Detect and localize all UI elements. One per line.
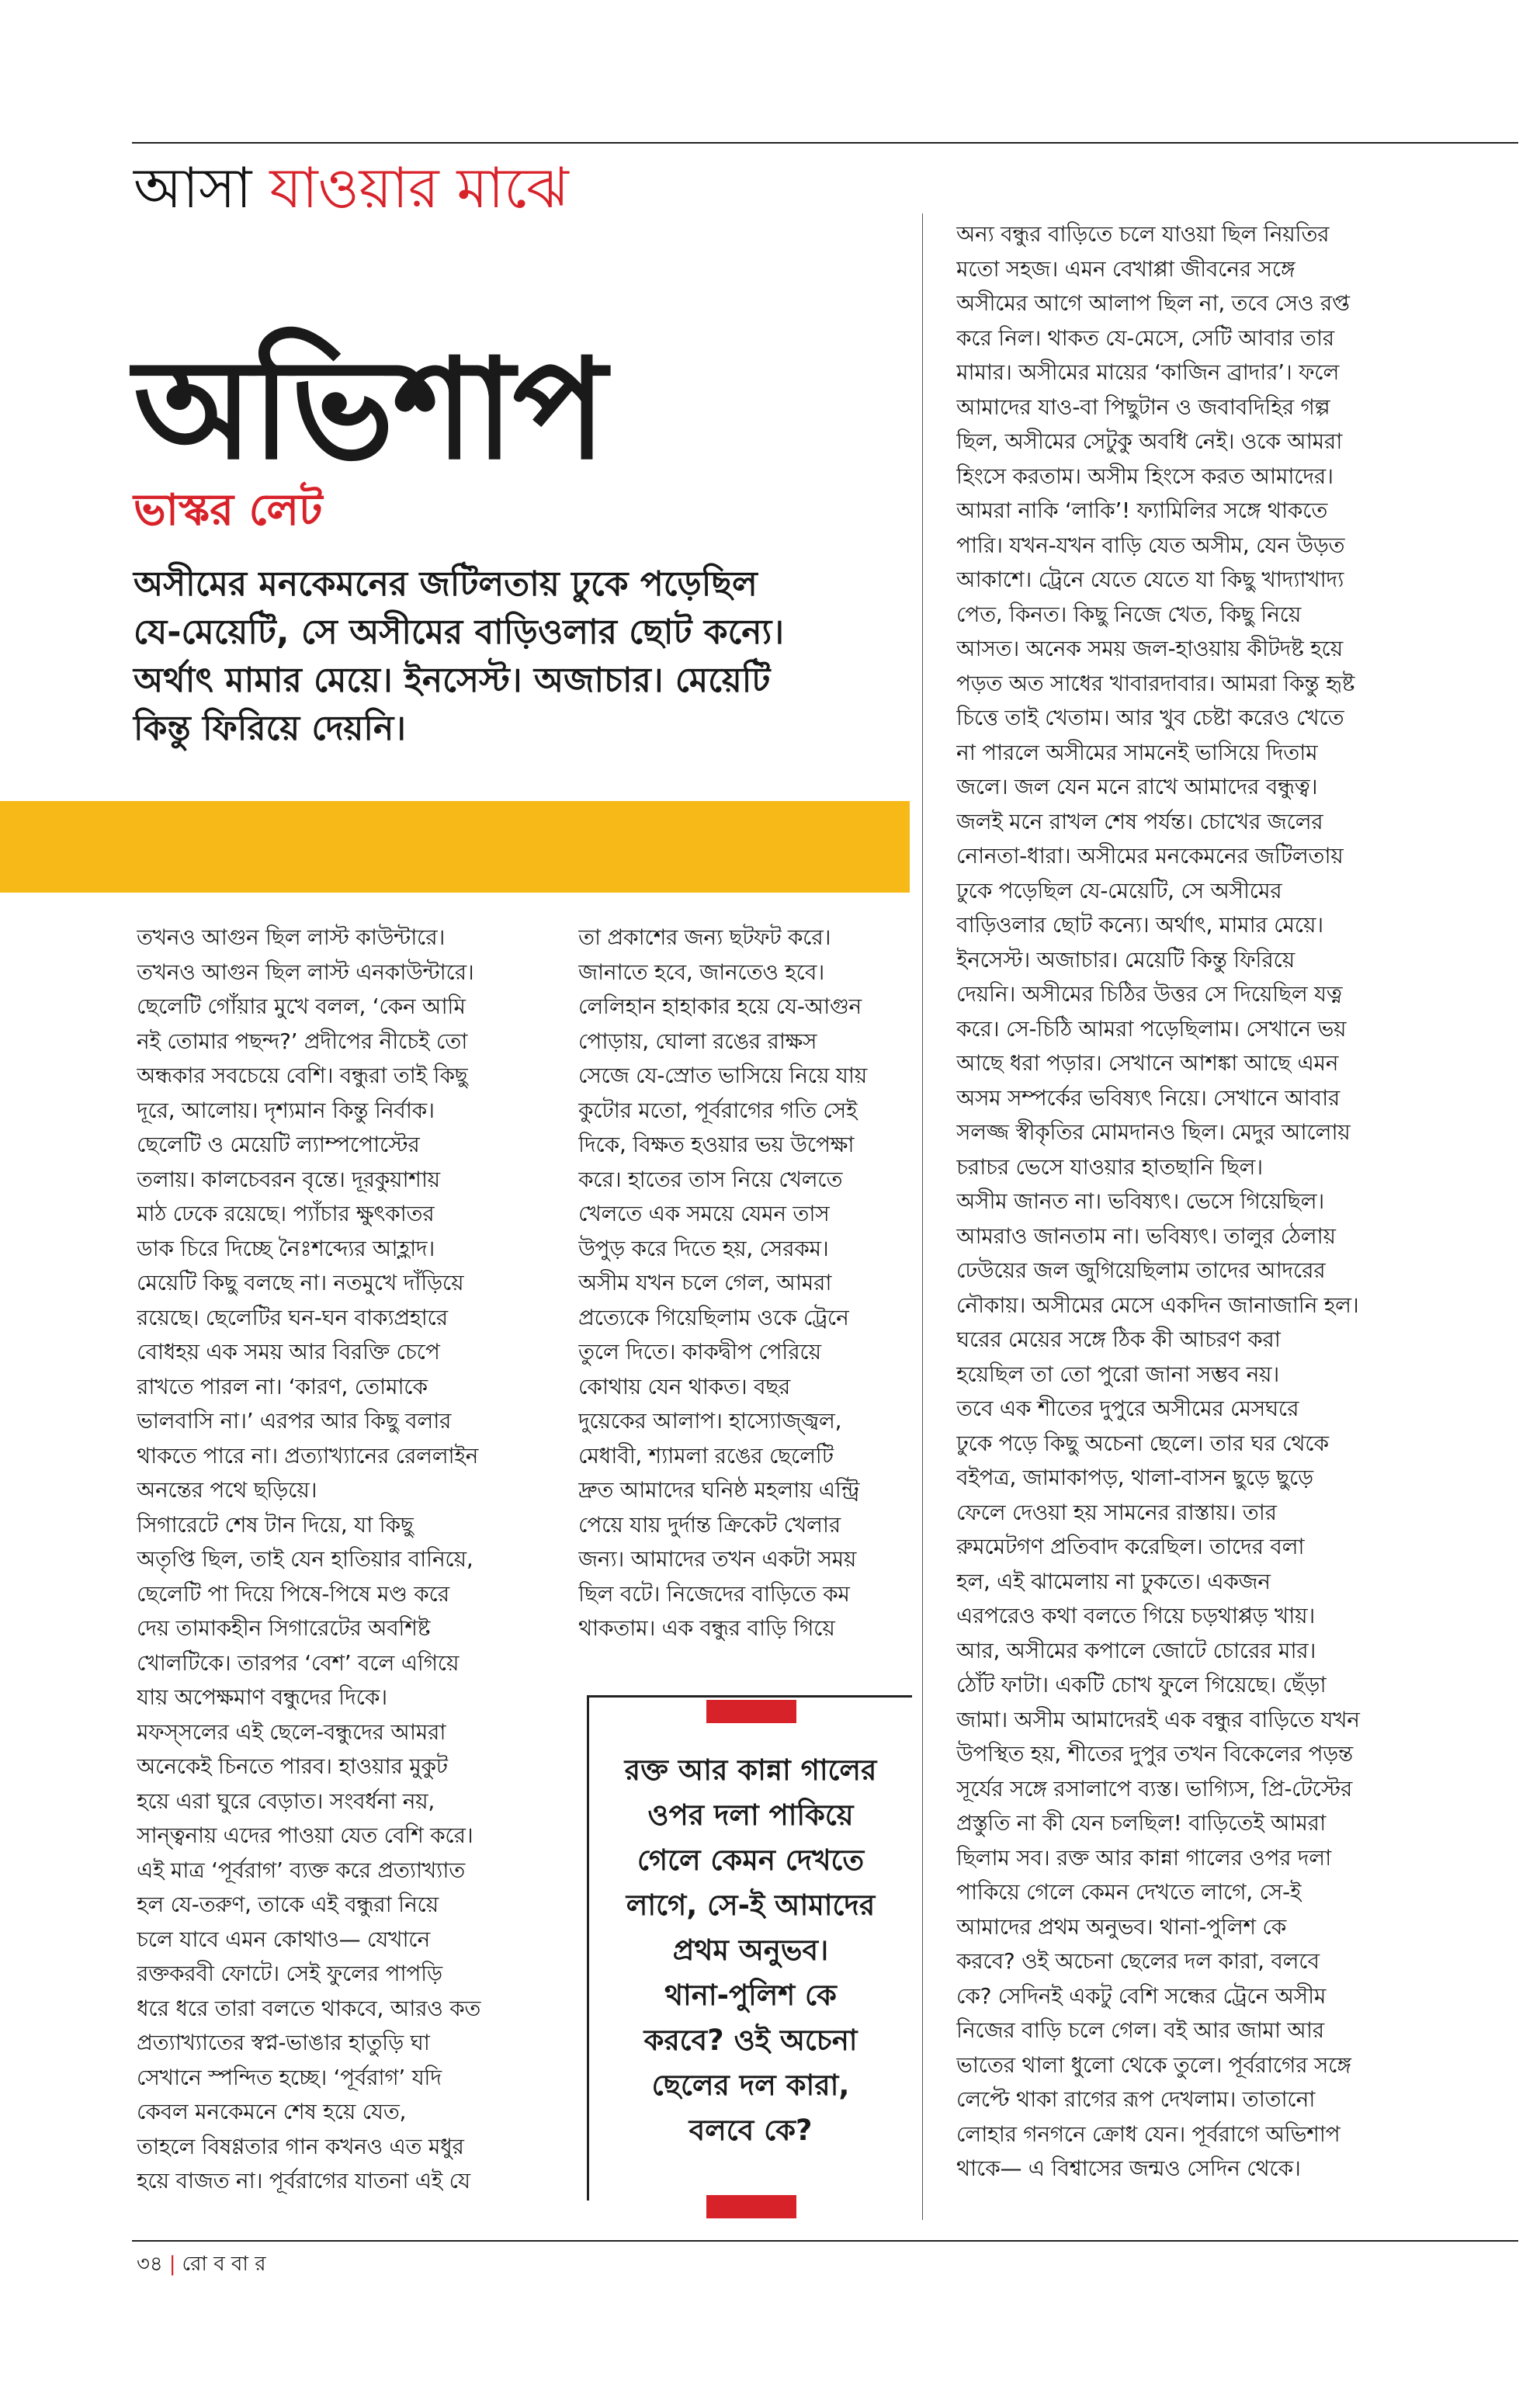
text-line: থাকতাম। এক বন্ধুর বাড়ি গিয়ে	[578, 1615, 835, 1641]
text-line: থাকতে পারে না। প্রত্যাখ্যানের রেললাইন	[137, 1442, 479, 1469]
text-line: নোনতা-ধারা। অসীমের মনকেমনের জটিলতায়	[956, 843, 1344, 869]
pull-quote-line: বলবে কে?	[688, 2114, 813, 2147]
text-line: আমাদের যাও-বা পিছুটান ও জবাবদিহির গল্প	[956, 394, 1330, 420]
text-line: ছেলেটি পা দিয়ে পিষে-পিষে মণ্ড করে	[137, 1580, 449, 1607]
text-line: কে? সেদিনই একটু বেশি সন্ধের ট্রেনে অসীম	[956, 1982, 1327, 2009]
text-line: ঢুকে পড়েছিল যে-মেয়েটি, সে অসীমের	[956, 877, 1282, 903]
text-line: রাখতে পারল না। ‘কারণ, তোমাকে	[137, 1373, 428, 1399]
text-line: করে। হাতের তাস নিয়ে খেলতে	[578, 1166, 843, 1192]
text-line: প্রত্যাখ্যাতের স্বপ্ন-ভাঙার হাতুড়ি ঘা	[137, 2030, 430, 2055]
text-line: করে নিল। থাকত যে-মেসে, সেটি আবার তার	[956, 324, 1334, 351]
pull-quote-line: করবে? ওই অচেনা	[643, 2024, 858, 2057]
text-line: ধরে ধরে তারা বলতে থাকবে, আরও কত	[137, 1995, 481, 2021]
text-line: সেখানে স্পন্দিত হচ্ছে। ‘পূর্বরাগ’ যদি	[137, 2064, 442, 2090]
text-line: ভালবাসি না।’ এরপর আর কিছু বলার	[137, 1408, 452, 1434]
text-line: মেয়েটি কিছু বলছে না। নতমুখে দাঁড়িয়ে	[137, 1270, 464, 1295]
text-line: আছে ধরা পড়ার। সেখানে আশঙ্কা আছে এমন	[956, 1050, 1339, 1076]
intro-line: অর্থাৎ মামার মেয়ে। ইনসেস্ট। অজাচার। মেয়েটি	[134, 661, 771, 700]
text-line: বোধহয় এক সময় আর বিরক্তি চেপে	[137, 1339, 440, 1365]
text-line: বইপত্র, জামাকাপড়, থালা-বাসন ছুড়ে ছুড়ে	[956, 1465, 1313, 1490]
text-line: লেলিহান হাহাকার হয়ে যে-আগুন	[578, 994, 862, 1019]
text-line: আকাশে। ট্রেনে যেতে যেতে যা কিছু খাদ্যাখাদ্য	[956, 567, 1344, 592]
text-line: ছিল, অসীমের সেটুকু অবধি নেই। ওকে আমরা	[956, 428, 1343, 454]
text-line: ইনসেস্ট। অজাচার। মেয়েটি কিন্তু ফিরিয়ে	[956, 946, 1295, 973]
text-line: প্রত্যেকে গিয়েছিলাম ওকে ট্রেনে	[578, 1304, 849, 1330]
text-line: অসীম জানত না। ভবিষ্যৎ। ভেসে গিয়েছিল।	[956, 1188, 1324, 1214]
intro-standfirst	[134, 560, 902, 753]
text-line: এই মাত্র ‘পূর্বরাগ’ ব্যক্ত করে প্রত্যাখ্যাত	[137, 1857, 465, 1883]
text-line: হয়ে বাজত না। পূর্বরাগের যাতনা এই যে	[137, 2168, 470, 2194]
text-line: ঢেউয়ের জল জুগিয়েছিলাম তাদের আদরের	[956, 1257, 1326, 1283]
text-line: না পারলে অসীমের সামনেই ভাসিয়ে দিতাম	[956, 739, 1318, 765]
section-kicker	[134, 155, 569, 220]
intro-line: কিন্তু ফিরিয়ে দেয়নি।	[134, 709, 406, 748]
text-line: রয়েছে। ছেলেটির ঘন-ঘন বাক্যপ্রহারে	[137, 1304, 448, 1330]
pull-quote-line: লাগে, সে-ই আমাদের	[626, 1888, 876, 1922]
text-line: ঘরের মেয়ের সঙ্গে ঠিক কী আচরণ করা	[956, 1327, 1281, 1352]
text-line: পেয়ে যায় দুর্দান্ত ক্রিকেট খেলার	[578, 1511, 841, 1538]
bottom-rule	[132, 2240, 1518, 2242]
kicker-part-2: যাওয়ার মাঝে	[269, 155, 569, 220]
pull-quote-bottom-bar	[706, 2195, 796, 2218]
text-line: নই তোমার পছন্দ?’ প্রদীপের নীচেই তো	[137, 1028, 468, 1054]
text-line: জামা। অসীম আমাদেরই এক বন্ধুর বাড়িতে যখন	[956, 1706, 1360, 1732]
text-line: দূরে, আলোয়। দৃশ্যমান কিন্তু নির্বাক।	[137, 1097, 435, 1123]
decorative-yellow-band	[0, 801, 910, 893]
text-line: তাহলে বিষণ্ণতার গান কখনও এত মধুর	[137, 2133, 464, 2159]
text-line: সান্ত্বনায় এদের পাওয়া যেত বেশি করে।	[137, 1822, 473, 1848]
text-line: খোলটিকে। তারপর ‘বেশ’ বলে এগিয়ে	[137, 1649, 460, 1676]
text-line: হল, এই ঝামেলায় না ঢুকতে। একজন	[956, 1568, 1271, 1594]
text-line: ছিল বটে। নিজেদের বাড়িতে কম	[578, 1580, 850, 1607]
text-line: সূর্যের সঙ্গে রসালাপে ব্যস্ত। ভাগ্যিস, প্রি-টেস্টের	[956, 1775, 1352, 1802]
intro-line: যে-মেয়েটি, সে অসীমের বাড়িওলার ছোট কন্যে।	[134, 612, 785, 652]
text-line: পাকিয়ে গেলে কেমন দেখতে লাগে, সে-ই	[956, 1879, 1302, 1905]
text-line: পোড়ায়, ঘোলা রঙের রাক্ষস	[578, 1028, 817, 1054]
text-line: জলে। জল যেন মনে রাখে আমাদের বন্ধুত্ব।	[956, 774, 1318, 799]
pull-quote-line: থানা-পুলিশ কে	[664, 1979, 837, 2012]
text-line: রুমমেটগণ প্রতিবাদ করেছিল। তাদের বলা	[956, 1534, 1305, 1559]
text-line: দুয়েকের আলাপ। হাস্যোজ্জ্বল,	[578, 1408, 842, 1434]
text-line: প্রস্তুতি না কী যেন চলছিল! বাড়িতেই আমরা	[956, 1810, 1326, 1836]
text-line: তবে এক শীতের দুপুরে অসীমের মেসঘরে	[956, 1396, 1299, 1421]
page-number: ৩৪	[137, 2253, 163, 2276]
text-line: অসম সম্পর্কের ভবিষ্যৎ নিয়ে। সেখানে আবার	[956, 1084, 1341, 1111]
text-line: অসীমের আগে আলাপ ছিল না, তবে সেও রপ্ত	[956, 290, 1350, 316]
text-line: জলই মনে রাখল শেষ পর্যন্ত। চোখের জলের	[956, 808, 1323, 834]
text-line: তুলে দিতে। কাকদ্বীপ পেরিয়ে	[578, 1339, 821, 1365]
text-line: সলজ্জ স্বীকৃতির মোমদানও ছিল। মেদুর আলোয়	[956, 1119, 1351, 1145]
text-line: অনন্তের পথে ছড়িয়ে।	[137, 1477, 317, 1503]
text-line: কুটোর মতো, পূর্বরাগের গতি সেই	[578, 1097, 858, 1123]
text-line: কোথায় যেন থাকত। বছর	[578, 1373, 791, 1399]
text-line: চরাচর ভেসে যাওয়ার হাতছানি ছিল।	[956, 1153, 1263, 1180]
page-footer	[137, 2248, 266, 2282]
text-line: নৌকায়। অসীমের মেসে একদিন জানাজানি হল।	[956, 1292, 1359, 1318]
text-line: আসত। অনেক সময় জল-হাওয়ায় কীটদষ্ট হয়ে	[956, 636, 1343, 661]
text-line: পেত, কিনত। কিছু নিজে খেত, কিছু নিয়ে	[956, 601, 1302, 627]
pull-quote-line: ছেলের দল কারা,	[651, 2069, 850, 2102]
text-line: যায় অপেক্ষমাণ বন্ধুদের দিকে।	[137, 1684, 387, 1710]
text-line: জানাতে হবে, জানতেও হবে।	[578, 959, 824, 985]
body-column-3	[956, 217, 1453, 2187]
text-line: ছেলেটি ও মেয়েটি ল্যাম্পপোস্টের	[137, 1132, 420, 1157]
text-line: করে। সে-চিঠি আমরা পড়েছিলাম। সেখানে ভয়	[956, 1015, 1347, 1042]
text-line: ঠোঁট ফাটা। একটি চোখ ফুলে গিয়েছে। ছেঁড়া	[956, 1672, 1327, 1698]
text-line: থাকে— এ বিশ্বাসের জন্মও সেদিন থেকে।	[956, 2155, 1301, 2181]
magazine-name: রো ব বা র	[182, 2253, 266, 2276]
text-line: কেবল মনকেমনে শেষ হয়ে যেত,	[137, 2099, 407, 2124]
body-column-1	[137, 921, 540, 2199]
pull-quote-line: রক্ত আর কান্না গালের	[624, 1753, 877, 1787]
text-line: আর, অসীমের কপালে জোটে চোরের মার।	[956, 1637, 1316, 1663]
author-byline: ভাস্কর লেট	[134, 485, 323, 536]
pull-quote-line: গেলে কেমন দেখতে	[636, 1843, 865, 1877]
text-line: এরপরেও কথা বলতে গিয়ে চড়থাপ্পড় খায়।	[956, 1603, 1315, 1628]
pull-quote-line: ওপর দলা পাকিয়ে	[647, 1798, 854, 1832]
article-headline: অভিশাপ	[134, 328, 605, 490]
text-line: পারি। যখন-যখন বাড়ি যেত অসীম, যেন উড়ত	[956, 532, 1345, 558]
text-line: হল যে-তরুণ, তাকে এই বন্ধুরা নিয়ে	[137, 1892, 439, 1917]
text-line: হিংসে করতাম। অসীম হিংসে করত আমাদের।	[956, 463, 1334, 489]
text-line: মেধাবী, শ্যামলা রঙের ছেলেটি	[578, 1442, 834, 1469]
body-column-2	[578, 921, 904, 1646]
text-line: মাঠ ঢেকে রয়েছে। প্যাঁচার ক্ষুৎকাতর	[137, 1201, 435, 1226]
text-line: চিত্তে তাই খেতাম। আর খুব চেষ্টা করেও খেতে	[956, 705, 1344, 730]
text-line: চলে যাবে এমন কোথাও— যেখানে	[137, 1926, 430, 1952]
text-line: উপস্থিত হয়, শীতের দুপুর তখন বিকেলের পড়ন্ত	[956, 1741, 1353, 1767]
intro-line: অসীমের মনকেমনের জটিলতায় ঢুকে পড়েছিল	[134, 564, 758, 604]
text-line: ফেলে দেওয়া হয় সামনের রাস্তায়। তার	[956, 1499, 1277, 1525]
footer-separator: |	[168, 2253, 176, 2276]
column-divider	[922, 213, 923, 2220]
text-line: দিকে, বিক্ষত হওয়ার ভয় উপেক্ষা	[578, 1132, 855, 1157]
top-rule	[132, 142, 1518, 144]
text-line: লোহার গনগনে ক্রোধ যেন। পূর্বরাগে অভিশাপ	[956, 2121, 1341, 2147]
text-line: দেয়নি। অসীমের চিঠির উত্তর সে দিয়েছিল যত্ন	[956, 981, 1343, 1007]
text-line: অসীম যখন চলে গেল, আমরা	[578, 1270, 832, 1295]
text-line: তা প্রকাশের জন্য ছটফট করে।	[578, 924, 831, 950]
text-line: তলায়। কালচেবরন বৃন্তে। দূরকুয়াশায়	[137, 1166, 440, 1192]
text-line: জন্য। আমাদের তখন একটা সময়	[578, 1546, 857, 1572]
text-line: উপুড় করে দিতে হয়, সেরকম।	[578, 1235, 829, 1261]
text-line: অন্ধকার সবচেয়ে বেশি। বন্ধুরা তাই কিছু	[137, 1063, 468, 1088]
text-line: অন্য বন্ধুর বাড়িতে চলে যাওয়া ছিল নিয়তির	[956, 221, 1330, 247]
kicker-part-1: আসা	[134, 155, 270, 220]
text-line: দ্রুত আমাদের ঘনিষ্ঠ মহলায় এন্ট্রি	[578, 1477, 860, 1503]
text-line: মতো সহজ। এমন বেখাপ্পা জীবনের সঙ্গে	[956, 255, 1295, 282]
text-line: ছিলাম সব। রক্ত আর কান্না গালের ওপর দলা	[956, 1844, 1331, 1871]
text-line: তখনও আগুন ছিল লাস্ট এনকাউন্টারে।	[137, 959, 474, 985]
text-line: হয়ে এরা ঘুরে বেড়াত। সংবর্ধনা নয়,	[137, 1788, 435, 1814]
text-line: রক্তকরবী ফোটে। সেই ফুলের পাপড়ি	[137, 1961, 442, 1986]
text-line: সেজে যে-স্রোত ভাসিয়ে নিয়ে যায়	[578, 1063, 867, 1088]
pull-quote	[591, 1748, 910, 2153]
text-line: হয়েছিল তা তো পুরো জানা সম্ভব নয়।	[956, 1361, 1279, 1387]
text-line: দেয় তামাকহীন সিগারেটের অবশিষ্ট	[137, 1615, 431, 1641]
text-line: মামার। অসীমের মায়ের ‘কাজিন ব্রাদার’। ফলে	[956, 359, 1340, 385]
text-line: লেপ্টে থাকা রাগের রূপ দেখলাম। তাতানো	[956, 2086, 1316, 2112]
text-line: আমাদের প্রথম অনুভব। থানা-পুলিশ কে	[956, 1913, 1286, 1940]
text-line: ছেলেটি গোঁয়ার মুখে বলল, ‘কেন আমি	[137, 994, 466, 1019]
pull-quote-top-bar	[706, 1700, 796, 1723]
text-line: মফস্‌সলের এই ছেলে-বন্ধুদের আমরা	[137, 1718, 446, 1745]
text-line: তখনও আগুন ছিল লাস্ট কাউন্টারে।	[137, 924, 446, 950]
text-line: অতৃপ্তি ছিল, তাই যেন হাতিয়ার বানিয়ে,	[137, 1546, 473, 1572]
text-line: আমরা নাকি ‘লাকি’! ফ্যামিলির সঙ্গে থাকতে	[956, 498, 1328, 523]
text-line: ডাক চিরে দিচ্ছে নৈঃশব্দ্যের আহ্লাদ।	[137, 1235, 435, 1261]
text-line: নিজের বাড়ি চলে গেল। বই আর জামা আর	[956, 2017, 1324, 2043]
text-line: ভাতের থালা ধুলো থেকে তুলে। পূর্বরাগের সঙ্গে	[956, 2051, 1351, 2078]
pull-quote-line: প্রথম অনুভব।	[672, 1933, 829, 1967]
text-line: আমরাও জানতাম না। ভবিষ্যৎ। তালুর ঠেলায়	[956, 1223, 1336, 1249]
text-line: অনেকেই চিনতে পারব। হাওয়ার মুকুট	[137, 1753, 448, 1779]
text-line: খেলতে এক সময়ে যেমন তাস	[578, 1201, 830, 1226]
text-line: সিগারেটে শেষ টান দিয়ে, যা কিছু	[137, 1511, 414, 1538]
text-line: বাড়িওলার ছোট কন্যে। অর্থাৎ, মামার মেয়ে।	[956, 912, 1323, 938]
text-line: ঢুকে পড়ে কিছু অচেনা ছেলে। তার ঘর থেকে	[956, 1430, 1329, 1456]
text-line: পড়ত অত সাধের খাবারদাবার। আমরা কিন্তু হৃষ্ট	[956, 670, 1355, 696]
text-line: করবে? ওই অচেনা ছেলের দল কারা, বলবে	[956, 1948, 1320, 1974]
